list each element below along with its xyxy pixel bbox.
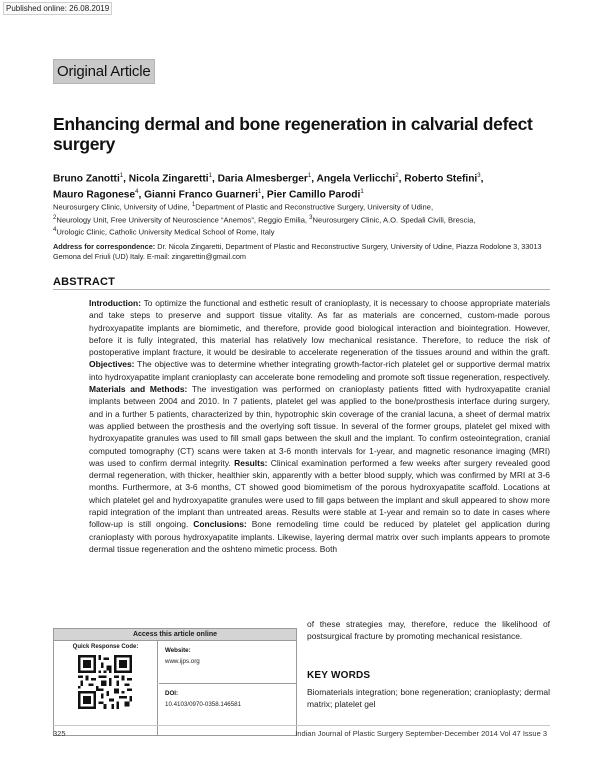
doi-label: DOI: bbox=[165, 690, 179, 697]
author-name[interactable]: Mauro Ragonese bbox=[53, 189, 136, 201]
qr-code-cell bbox=[54, 641, 158, 735]
affiliations: Neurosurgery Clinic, University of Udine, $^1$Department of Plastic and Reconstructive Surgery, University of Udine, $^2$Neurology Unit, Free University of Neuroscience “Anemos”, Reggio Emilia, $^3$Neurosurgery Clinic, A.O. Spedali Civili, Brescia, $^4$Urologic Clinic, Catholic University Medical School of Rome, Italy bbox=[53, 202, 476, 237]
keywords-list: Biomaterials integration; bone regeneration; cranioplasty; dermal matrix; platelet gel bbox=[307, 687, 550, 710]
access-box-heading: Access this article online bbox=[54, 629, 296, 641]
author-name[interactable]: Pier Camillo Parodi bbox=[266, 189, 361, 201]
author-name[interactable]: Angela Verlicchi bbox=[316, 173, 396, 185]
correspondence: Address for correspondence: Dr. Nicola Zingaretti, Department of Plastic and Reconstructive Surgery, University of Udine, Piazza Rodolone 3, 33013 Gemona del Friuli (UD) Italy. E-mail: zingarettin@gmail.com bbox=[53, 242, 542, 261]
abstract-body: Introduction: To optimize the functional and esthetic result of cranioplasty, it is necessary to choose appropriate materials and take steps to preserve and support tissue vitality. As far as materials are concerned, custom-made porous hydroxyapatite implants are biomimetic, and therefore, provide good biological interaction and biointegration. However, before it is fully integrated, this material has relatively low mechanical resistance. Therefore, to reduce the risk of postoperative implant fracture, it would be desirable to accelerate regeneration of the tissues around and within the graft. Objectives: The objective was to determine whether integrating growth-factor-rich platelet gel or supportive dermal matrix into hydroxyapatite implant cranioplasty can accelerate bone remodeling and promote soft tissue regeneration, respectively. Materials and Methods: The investigation was performed on cranioplasty patients fitted with hydroxyapatite cranial implants between 2004 and 2010. In 7 patients, platelet gel was applied to the bone/prosthesis interface during surgery, and in a further 5 patients, characterized by thin, hypotrophic skin coverage of the cranial lacuna, a sheet of dermal matrix was applied between the prosthesis and the overlying soft tissue. In several of the former groups, platelet gel mixed with hydroxyapatite granules was used to fill small gaps between the skull and the implant. To confirm osteointegration, cranial computed tomography (CT) scans were taken at 3-6 month intervals for 1-year, and magnetic resonance imaging (MRI) was used to confirm dermal integrity. Results: Clinical examination performed a few weeks after surgery revealed good dermal regeneration, with thicker, healthier skin, apparently with a better blood supply, which was confirmed by MRI at 3-6 months. Furthermore, at 3-6 months, CT showed good biomimetism of the porous hydroxyapatite scaffold. Locations at which platelet gel and hydroxyapatite granules were used to fill gaps between the implant and skull appeared to show more rapid integration of the implant than untreated areas. Results were stable at 1-year and remain so to date in cases where follow-up is still ongoing. Conclusions: Bone remodeling time could be reduced by platelet gel application during cranioplasty with porous hydroxyapatite implants. Likewise, layering dermal matrix over such implants appears to promote dermal tissue regeneration and the oshteno mimetic process. Both bbox=[89, 298, 551, 554]
abstract-heading: ABSTRACT bbox=[53, 276, 116, 288]
article-title: Enhancing dermal and bone regeneration in calvarial defect surgery bbox=[53, 114, 533, 154]
author-name[interactable]: Roberto Stefini bbox=[404, 173, 478, 185]
author-name[interactable]: Daria Almesberger bbox=[217, 173, 308, 185]
qr-code-icon[interactable] bbox=[78, 655, 132, 709]
doi-link[interactable]: 10.4103/0970-0358.146581 bbox=[165, 701, 242, 708]
author-name[interactable]: Nicola Zingaretti bbox=[128, 173, 209, 185]
qr-code-label: Quick Response Code: bbox=[72, 644, 139, 650]
website-link[interactable]: www.ijps.org bbox=[165, 658, 200, 665]
website-label: Website: bbox=[165, 647, 191, 654]
page-number: 325 bbox=[53, 729, 66, 738]
footer-divider bbox=[53, 725, 550, 726]
abstract-tail: of these strategies may, therefore, reduce the likelihood of postsurgical fracture by promoting mechanical resistance. bbox=[307, 619, 550, 642]
published-date: Published online: 26.08.2019 bbox=[3, 2, 112, 15]
journal-citation: Indian Journal of Plastic Surgery September-December 2014 Vol 47 Issue 3 bbox=[295, 729, 547, 738]
access-article-box bbox=[53, 628, 297, 736]
author-name[interactable]: Bruno Zanotti bbox=[53, 173, 120, 185]
article-links-cell bbox=[159, 641, 297, 735]
author-list: Bruno Zanotti$^1$, Nicola Zingaretti$^1$, Daria Almesberger$^1$, Angela Verlicchi$^2$, Roberto Stefini$^3$, Mauro Ragonese$^4$, Gianni Franco Guarneri$^1$, Pier Camillo Parodi$^1$ bbox=[53, 173, 484, 201]
abstract-divider bbox=[53, 289, 550, 290]
doi-cell bbox=[159, 684, 297, 708]
author-name[interactable]: Gianni Franco Guarneri bbox=[144, 189, 258, 201]
website-cell bbox=[159, 641, 297, 684]
keywords-heading: KEY WORDS bbox=[307, 670, 371, 681]
article-type-badge: Original Article bbox=[53, 59, 155, 84]
